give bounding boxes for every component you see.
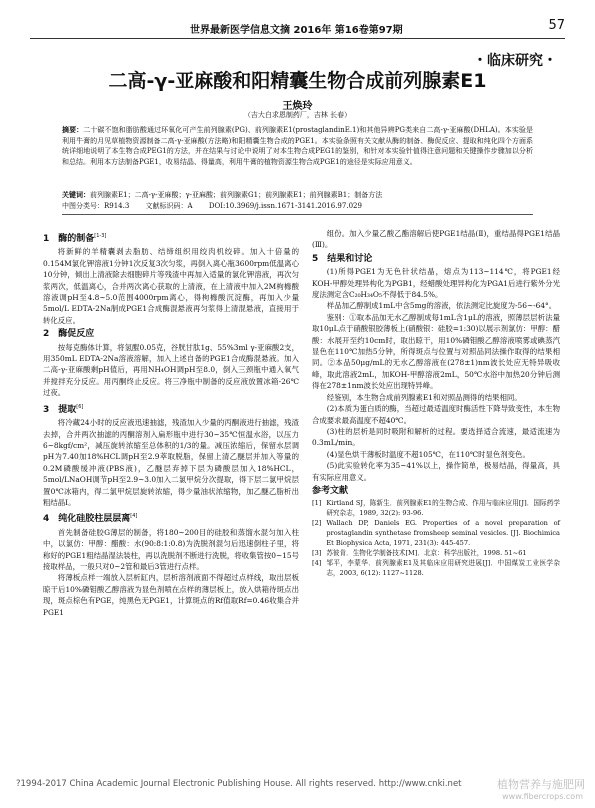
section-heading: [43, 402, 299, 416]
page-header: [30, 18, 565, 39]
results-body: [312, 266, 560, 483]
reference-text: Kirtland SJ，陈新生．前列腺素E1的生物合成、作用与临床应用[J]．国际药学研究杂志，1989, 32(2): 93-96.: [326, 499, 560, 518]
result-paragraph: 鉴别：①取本品加无水乙醇制成每1mL含1μL的溶液，照薄层层析法量取10μL点于硝酸银胶薄板上(硝酸银：硅胶=1:30)以展示剂氯仿：甲醇：醋酸：水展开至约10cm时，取出晾干，用10%磷钼酸乙醇溶液喷雾或碘蒸汽显色在110℃加热5分钟，所得斑点与位置与对照品同法操作取得的结果相同。②本品50μg/mL的无水乙醇溶液在(278±1)nm波长处应无特异吸收峰，取此溶液2mL，加KOH-甲醇溶液2mL，50℃水浴中加热20分钟后测得在278±1nm波长处应出现特异峰。: [312, 312, 560, 391]
reference-text: 邹平，李蒙华．前列腺素E1及其临床应用研究进展[J]．中国煤炭工业医学杂志，2003, 6(12): 1127~1128.: [326, 559, 560, 578]
reference-list: [312, 498, 560, 578]
reference-item: [312, 518, 560, 548]
clc-number: 中图分类号：R914.3: [62, 202, 130, 210]
reference-number: [2]: [312, 519, 322, 528]
result-paragraph: (1)所得PGE1为无色针状结晶，熔点为113~114℃，将PGE1经KOH-甲醇处理异构化为PGB1，经蜡酸处理异构化为PGA1后进行紫外分光度法测定含C₂₀H₃₄O₅不得低于84.5%。: [312, 267, 560, 300]
body-paragraph: 将薄板点样一端放入层析缸内，层析溶剂液面不得超过点样线，取出层板晾干后10%磷钼酸乙醇溶液为显色剂喷在点样的薄层板上，放入烘箱待斑点出现，斑点棕色有PGE，纯黑色无PGE1，计算斑点的Rf值取Rf=0.46收集合并PGE1: [43, 573, 299, 617]
citation-marker: [4]: [130, 513, 138, 520]
watermark-url: www.fibercrops.com: [502, 792, 583, 801]
article-title: 二高-γ-亚麻酸和阳精囊生物合成前列腺素E1: [108, 70, 487, 92]
section-heading-text: 4 纯化硅胶柱层层离: [43, 514, 131, 525]
result-paragraph: (2)本质为蛋白质的酶，当超过最适温度时酶活性下降导致变性，本生物合成要求最高温度不超40℃。: [312, 404, 560, 425]
result-paragraph: 经鉴别，本生物合成前列腺素E1和对照品测得的结果相同。: [326, 392, 522, 402]
result-paragraph: (3)柱的层析是同时吸附和解析的过程。要选择适合流速，最适流速为0.3mL/min。: [312, 426, 560, 448]
keywords: [62, 190, 533, 200]
document-code: 文献标识码：A: [145, 202, 193, 210]
reference-number: [4]: [312, 559, 322, 568]
citation-marker: [6]: [76, 403, 84, 410]
reference-item: [312, 498, 560, 518]
doi: DOI:10.3969/j.issn.1671-3141.2016.97.029: [208, 202, 362, 210]
body-paragraph: 首先制备硅胶G薄层的制备，将180~200目的硅胶和蒸馏水混匀加入柱中，以氯仿：甲醇：醋酸：水(90:8:1:0.8)为洗脱剂混匀后迅速倒柱子里，将称好的PGE1粗结晶湿法装柱，再以洗脱剂不断进行洗脱，将收集管按0~15号接取样品，一般只对0~2管和最后3管进行点样。: [43, 527, 299, 571]
body-paragraph: 按每克酶体计算，将氢醌0.05克，谷胱甘肽1g、55%3ml γ-亚麻酸2支，用350mL EDTA-2Na溶液溶解，加入上述自备的PGE1合成酶混悬液。加入二高-γ-亚麻酸剩pH值后，再用NH₄OH调pH至8.0，倒入三颈瓶中通入氧气并搅拌充分反应。用丙酮终止反应。将三净瓶中制备的反应液放置冰箱-26℃过夜。: [43, 342, 299, 398]
results-heading: 5 结果和讨论: [312, 253, 373, 264]
section-heading-text: 2 酶促反应: [43, 329, 95, 340]
abstract-label: 摘要：: [62, 126, 84, 134]
page-number: 57: [548, 18, 565, 33]
reference-number: [1]: [312, 499, 322, 508]
reference-text: Wallach DP, Daniels EG. Properties of a novel preparation of prostaglandin synthetase fromsheep seminal vesicles. [J]. Biochimica Et Biophysica Acta, 1971, 231(3): 445-457.: [326, 519, 560, 548]
right-column: [312, 228, 560, 578]
author: 王焕玲: [282, 101, 313, 112]
keywords-text: 前列腺素E1；二高-γ-亚麻酸；γ-亚麻酸；前列腺素G1；前列腺素E1；前列腺素B1；制备方法: [90, 191, 383, 199]
section-tag: ・临床研究・: [473, 53, 557, 69]
affiliation: （吉大白求恩制药厂，吉林 长春）: [243, 111, 352, 119]
section-heading-text: 3 提取: [43, 404, 77, 415]
keywords-label: 关键词：: [62, 190, 90, 199]
body-paragraph: 将冷藏24小时的反应液迅速抽滤，残渣加入少量的丙酮液进行抽滤，残渣去掉，合并两次抽滤的丙酮溶剂入扁形瓶中进行30~35℃恒温水浴，以压力6~8kgf/cm²，减压旋转浓缩至总体积的1/3的量。减压浓缩后，保留水层调pH为7.40加18%HCL调pH至2.9萃取脱脂，保留上清乙醚层并加入等量的0.2M磷酸缓冲液(PBS液)，乙醚层弃掉下层为磷酸层加入18%HCL，5mol/LNaOH调节pH至2.9~3.0加入二氯甲烷分次提取，得下层二氯甲烷层置0℃冰箱内，得二氯甲烷层旋转浓缩，得少量油状浓缩物，加乙醚乙脂析出粗结晶Ⅰ。: [43, 418, 299, 507]
classification: [62, 201, 533, 211]
continuation-paragraph: 组份。加入少量乙酸乙酯溶解后使PGE1结晶(Ⅱ)，重结晶得PGE1结晶(Ⅲ)。: [312, 229, 560, 250]
citation-marker: [1-3]: [94, 233, 107, 239]
section-heading: [43, 231, 299, 245]
reference-item: [312, 558, 560, 578]
watermark-brand: 植物营养与施肥网: [497, 778, 585, 791]
reference-text: 苏彼肯．生物化学制备技术[M]．北京：科学出版社，1998. 51~61: [326, 549, 527, 558]
section-heading-text: 1 酶的制备: [43, 234, 95, 244]
left-column: [43, 228, 299, 618]
journal-name: 世界最新医学信息文摘 2016年 第16卷第97期: [190, 25, 403, 36]
result-paragraph: (5)此实验转化率为35~41%以上，操作简单，极易结晶，得量高，具有实际应用意义。: [312, 461, 560, 482]
abstract-divider: [62, 214, 533, 215]
reference-number: [3]: [312, 549, 322, 558]
result-paragraph: 样品加乙醇制成1mL中含5mg的溶液，依法测定比旋度为-56~-64°。: [326, 301, 557, 311]
section-heading: [43, 511, 299, 525]
copyright-footer: ?1994-2017 China Academic Journal Electronic Publishing House. All rights reserved. http://www.cnki.net: [16, 779, 462, 789]
reference-item: [312, 548, 560, 558]
body-paragraph: 将新鲜的羊精囊剥去脂肪、结缔组织用绞肉机绞碎。加入十倍量的0.154M氯化钾溶液1分钟1次反复3次匀浆，再倒入离心瓶3600rpm低温离心10分钟，倾出上清液除去细胞碎片等残渣中再加入适量的氯化钾溶液，再次匀浆两次，低温离心，合并两次离心获取的上清液，在上清液中加入2M枸橼酸溶液调pH至4.8~5.0范围4000rpm离心，得枸橼酸沉淀酶，再加入少量5mol/L EDTA-2Na制成PGE1合成酶混悬液再匀浆得上清混悬液，直接用于转化反应。: [43, 247, 299, 325]
references-heading: 参考文献: [312, 485, 349, 496]
abstract: [62, 125, 533, 167]
result-paragraph: (4)显色烘干薄板时温度不超105℃，在110℃时显色剂变色。: [326, 449, 530, 459]
abstract-text: 二十碳不饱和脂肪酸通过环氧化可产生前列腺素(PG)、前列腺素E1(prostaglandinE.1)和其他异辨PG类来自二高-γ-亚麻酸(DHLA)。本实验是利用牛膏的月见草植物资源制备二高-γ-亚麻酸(方法略)和阳精囊生物合成的PGE1。本实验条照有关文献从酶的制备、酶促反应、提取和纯化四个方面系统详细地说明了本生物合成PEG1的方法，并在结果与讨论中说明了对本生物合成PEG1的鉴别，和针对本实验针值得注意问题和关键操作步骤加以分析和总结。利用本方法制备PGE1，收易结晶、得量高，利用牛膏的植物资源生物合成PGE1的途径是实际应用意义。: [62, 126, 533, 166]
section-heading: [43, 329, 299, 340]
